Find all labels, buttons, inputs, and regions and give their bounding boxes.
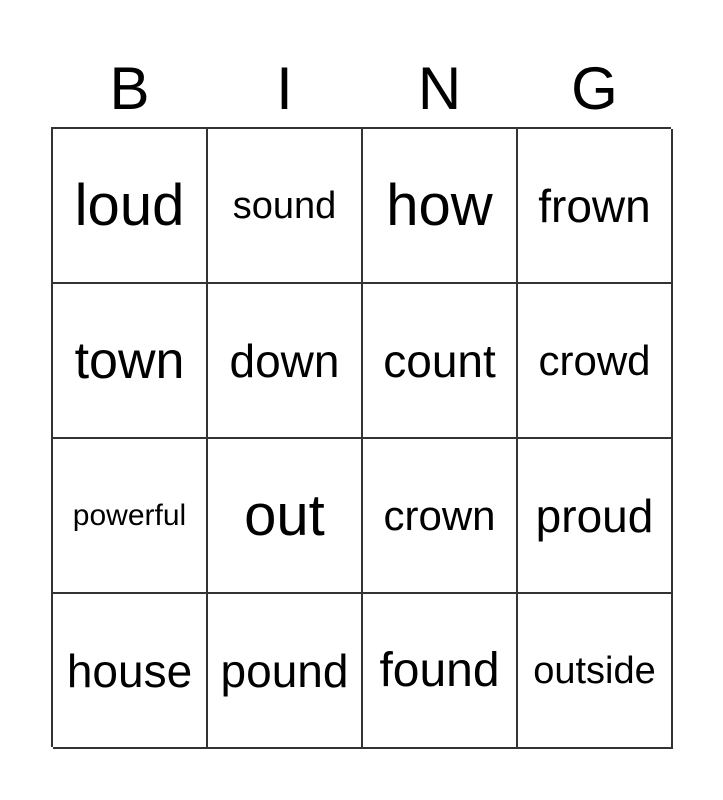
bingo-cell[interactable]: outside	[518, 594, 673, 749]
bingo-cell[interactable]: house	[53, 594, 208, 749]
bingo-header	[52, 50, 672, 128]
bingo-grid	[51, 127, 671, 747]
bingo-cell[interactable]: count	[363, 284, 518, 439]
bingo-cell[interactable]: proud	[518, 439, 673, 594]
header-letter-b: B	[109, 55, 150, 122]
bingo-cell[interactable]: frown	[518, 129, 673, 284]
header-letter-n: N	[417, 55, 462, 122]
bingo-cell[interactable]: crowd	[518, 284, 673, 439]
bingo-cell[interactable]: out	[208, 439, 363, 594]
header-letter-g: G	[571, 55, 618, 122]
bingo-cell[interactable]: powerful	[53, 439, 208, 594]
bingo-cell[interactable]: town	[53, 284, 208, 439]
bingo-cell[interactable]: crown	[363, 439, 518, 594]
bingo-cell[interactable]: down	[208, 284, 363, 439]
bingo-cell[interactable]: how	[363, 129, 518, 284]
header-letter-i: I	[276, 55, 293, 122]
bingo-cell[interactable]: pound	[208, 594, 363, 749]
bingo-cell[interactable]: loud	[53, 129, 208, 284]
bingo-cell[interactable]: found	[363, 594, 518, 749]
bingo-cell[interactable]: sound	[208, 129, 363, 284]
